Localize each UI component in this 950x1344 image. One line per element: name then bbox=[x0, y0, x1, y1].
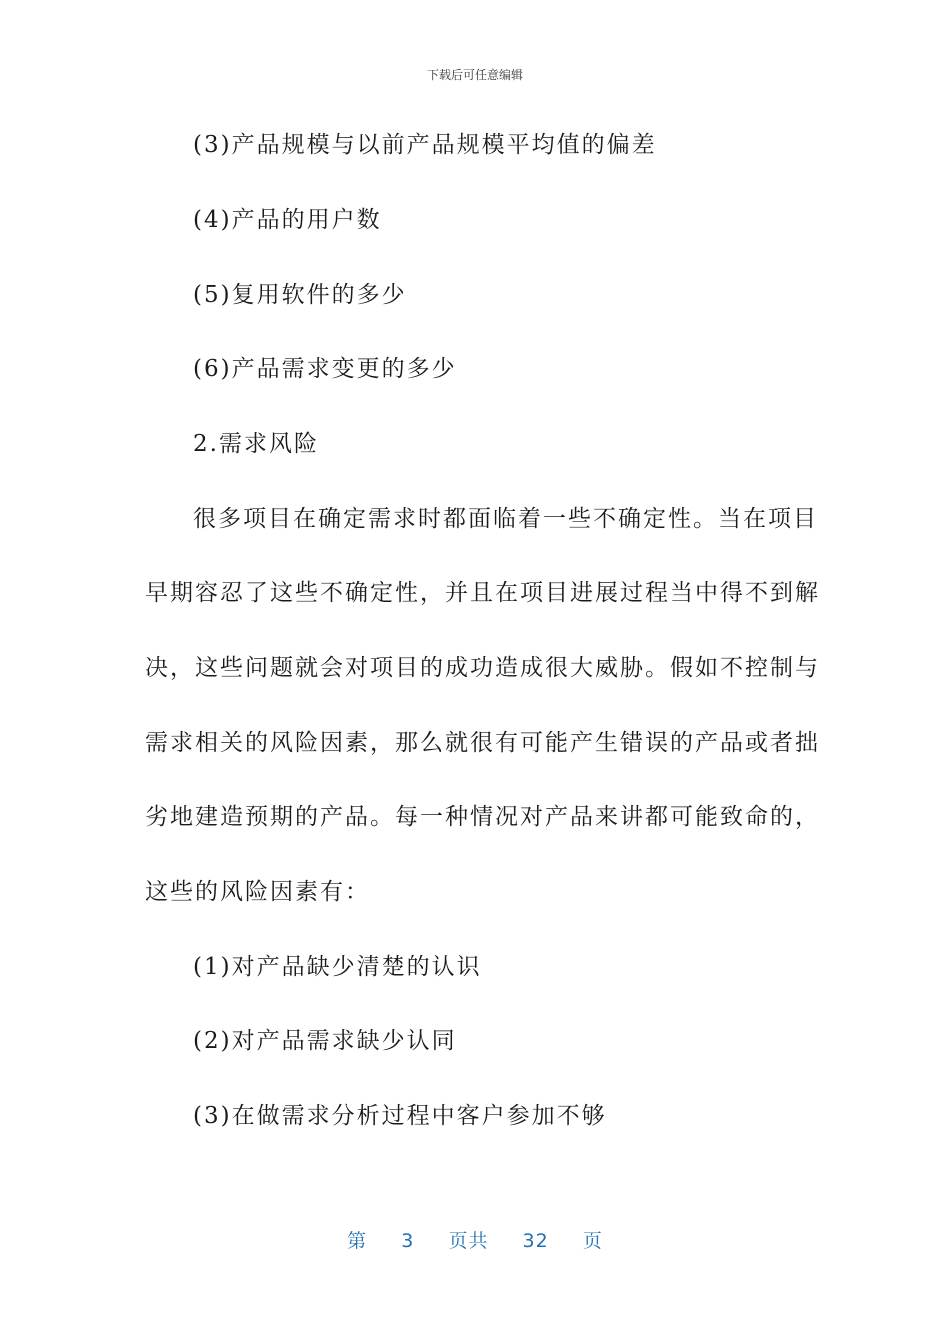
paragraph-line: (2)对产品需求缺少认同 bbox=[193, 1028, 457, 1054]
paragraph-line: 劣地建造预期的产品。每一种情况对产品来讲都可能致命的， bbox=[145, 804, 820, 830]
page-label-suffix: 页 bbox=[582, 1230, 603, 1252]
paragraph-line: (3)在做需求分析过程中客户参加不够 bbox=[193, 1103, 607, 1129]
paragraph-line: (4)产品的用户数 bbox=[193, 207, 382, 233]
page-label-prefix: 第 bbox=[347, 1230, 368, 1252]
total-pages: 32 bbox=[522, 1230, 549, 1252]
paragraph-line: 很多项目在确定需求时都面临着一些不确定性。当在项目 bbox=[193, 506, 818, 532]
paragraph-line: 早期容忍了这些不确定性，并且在项目进展过程当中得不到解 bbox=[145, 580, 820, 606]
paragraph-line: (6)产品需求变更的多少 bbox=[193, 356, 457, 382]
paragraph-line: 决，这些问题就会对项目的成功造成很大威胁。假如不控制与 bbox=[145, 655, 820, 681]
paragraph-line: 这些的风险因素有： bbox=[145, 879, 370, 905]
page-number: 3 bbox=[401, 1230, 415, 1252]
paragraph-line: (5)复用软件的多少 bbox=[193, 282, 407, 308]
paragraph-line: (3)产品规模与以前产品规模平均值的偏差 bbox=[193, 132, 657, 158]
page-header: 下载后可任意编辑 bbox=[426, 68, 523, 82]
page-label-mid: 页共 bbox=[448, 1230, 489, 1252]
paragraph-line: (1)对产品缺少清楚的认识 bbox=[193, 954, 482, 980]
section-heading: 2.需求风险 bbox=[193, 431, 319, 457]
page-footer bbox=[0, 1226, 950, 1253]
paragraph-line: 需求相关的风险因素，那么就很有可能产生错误的产品或者拙 bbox=[145, 730, 820, 756]
